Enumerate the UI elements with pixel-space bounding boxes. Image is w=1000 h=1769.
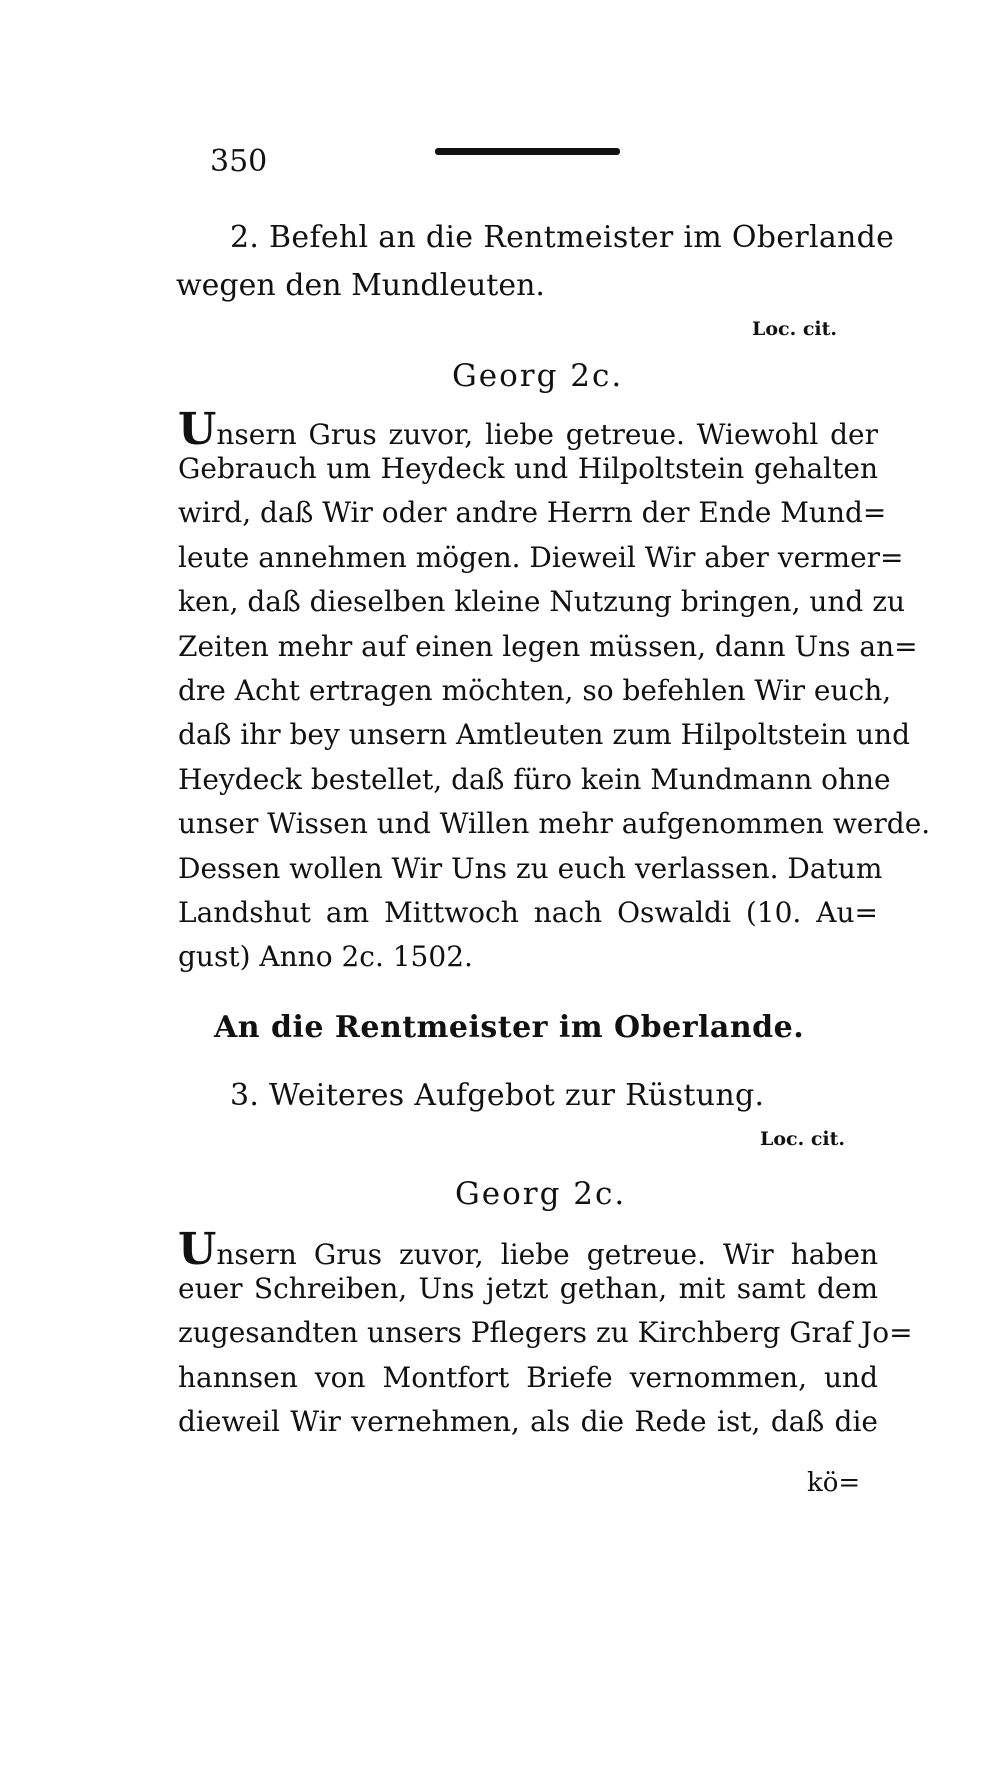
section-3-heading: 3. Weiteres Aufgebot zur Rüstung. xyxy=(230,1078,765,1113)
section-3-line: Unsern Grus zuvor, liebe getreue. Wir haben xyxy=(178,1224,878,1275)
section-2-line: Dessen wollen Wir Uns zu euch verlassen. Datum xyxy=(178,852,883,885)
section-2-line: unser Wissen und Willen mehr aufgenommen werde. xyxy=(178,807,931,840)
section-2-line: Gebrauch um Heydeck und Hilpoltstein gehalten xyxy=(178,452,878,485)
section-2-greeting: Georg 2c. xyxy=(452,358,624,394)
section-3-line: euer Schreiben, Uns jetzt gethan, mit samt dem xyxy=(178,1272,878,1305)
section-2-heading-line-2: wegen den Mundleuten. xyxy=(176,268,545,303)
section-2-line: gust) Anno 2c. 1502. xyxy=(178,940,473,973)
section-2-line: ken, daß dieselben kleine Nutzung bringen, und zu xyxy=(178,585,906,618)
page-number: 350 xyxy=(210,144,268,179)
section-2-line: Unsern Grus zuvor, liebe getreue. Wiewohl der xyxy=(178,404,878,455)
section-2-line: Zeiten mehr auf einen legen müssen, dann Uns an= xyxy=(178,630,918,663)
section-2-line: Landshut am Mittwoch nach Oswaldi (10. Au= xyxy=(178,896,878,929)
section-2-loc-cit: Loc. cit. xyxy=(752,318,838,340)
section-2-line: dre Acht ertragen möchten, so befehlen Wir euch, xyxy=(178,674,892,707)
section-2-address: An die Rentmeister im Oberlande. xyxy=(214,1010,805,1045)
section-3-greeting: Georg 2c. xyxy=(455,1176,627,1212)
section-2-heading-line-1: 2. Befehl an die Rentmeister im Oberlande xyxy=(230,220,895,255)
header-rule xyxy=(435,148,620,155)
section-2-line: Heydeck bestellet, daß füro kein Mundmann ohne xyxy=(178,763,891,796)
section-3-line: dieweil Wir vernehmen, als die Rede ist, daß die xyxy=(178,1405,878,1438)
drop-cap: U xyxy=(178,404,217,455)
drop-cap: U xyxy=(178,1224,217,1275)
section-2-line: leute annehmen mögen. Dieweil Wir aber vermer= xyxy=(178,541,904,574)
section-2-line: daß ihr bey unsern Amtleuten zum Hilpoltstein und xyxy=(178,718,910,751)
catchword: kö= xyxy=(807,1468,861,1498)
section-2-line: wird, daß Wir oder andre Herrn der Ende Mund= xyxy=(178,496,887,529)
section-3-line: hannsen von Montfort Briefe vernommen, und xyxy=(178,1361,878,1394)
section-3-loc-cit: Loc. cit. xyxy=(760,1128,846,1150)
section-3-line: zugesandten unsers Pflegers zu Kirchberg Graf Jo= xyxy=(178,1316,913,1349)
